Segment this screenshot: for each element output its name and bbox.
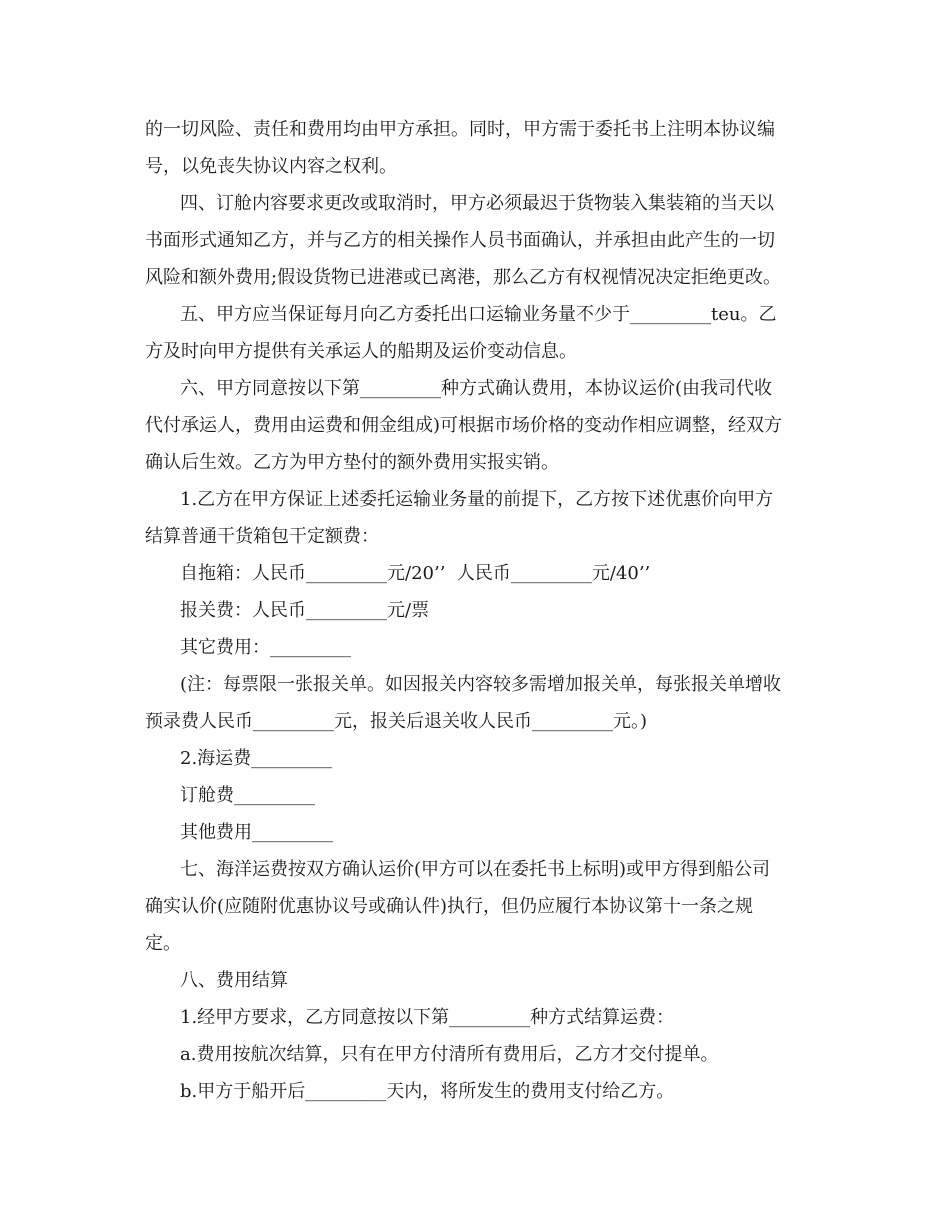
text-line: 2.海运费_________ (180, 748, 333, 769)
text-line: 的一切风险、责任和费用均由甲方承担。同时，甲方需于委托书上注明本协议编 (145, 119, 775, 140)
text-line: b.甲方于船开后_________天内，将所发生的费用支付给乙方。 (180, 1081, 675, 1102)
text-line: 七、海洋运费按双方确认运价(甲方可以在委托书上标明)或甲方得到船公司 (180, 859, 771, 880)
text-line: 报关费：人民币_________元/票 (180, 600, 430, 621)
text-line: 其他费用_________ (180, 822, 333, 843)
text-line: 代付承运人，费用由运费和佣金组成)可根据市场价格的变动作相应调整，经双方 (145, 415, 783, 436)
text-line: 风险和额外费用;假设货物已进港或已离港，那么乙方有权视情况决定拒绝更改。 (145, 267, 782, 288)
text-line: 其它费用：_________ (180, 637, 351, 658)
text-line: 1.乙方在甲方保证上述委托运输业务量的前提下，乙方按下述优惠价向甲方 (180, 489, 774, 510)
text-line: (注：每票限一张报关单。如因报关内容较多需增加报关单，每张报关单增收 (180, 674, 782, 695)
text-line: 确实认价(应随附优惠协议号或确认件)执行，但仍应履行本协议第十一条之规 (145, 896, 754, 917)
text-line: 1.经甲方要求，乙方同意按以下第_________种方式结算运费： (180, 1007, 675, 1028)
text-line: 号，以免丧失协议内容之权利。 (145, 156, 397, 177)
text-line: a.费用按航次结算，只有在甲方付清所有费用后，乙方才交付提单。 (180, 1044, 719, 1065)
text-line: 订舱费_________ (180, 785, 315, 806)
text-line: 自拖箱：人民币_________元/20’’ 人民币_________元/40’’ (180, 563, 651, 584)
text-line: 五、甲方应当保证每月向乙方委托出口运输业务量不少于_________teu。乙 (180, 304, 777, 325)
text-line: 预录费人民币_________元，报关后退关收人民币_________元。) (145, 711, 648, 732)
text-line: 四、订舱内容要求更改或取消时，甲方必须最迟于货物装入集装箱的当天以 (180, 193, 774, 214)
text-line: 六、甲方同意按以下第_________种方式确认费用，本协议运价(由我司代收 (180, 378, 773, 399)
section-heading: 八、费用结算 (180, 970, 288, 991)
text-line: 书面形式通知乙方，并与乙方的相关操作人员书面确认，并承担由此产生的一切 (145, 230, 775, 251)
text-line: 方及时向甲方提供有关承运人的船期及运价变动信息。 (145, 341, 577, 362)
text-line: 定。 (145, 933, 181, 954)
text-line: 结算普通干货箱包干定额费： (145, 526, 379, 547)
text-line: 确认后生效。乙方为甲方垫付的额外费用实报实销。 (145, 452, 559, 473)
